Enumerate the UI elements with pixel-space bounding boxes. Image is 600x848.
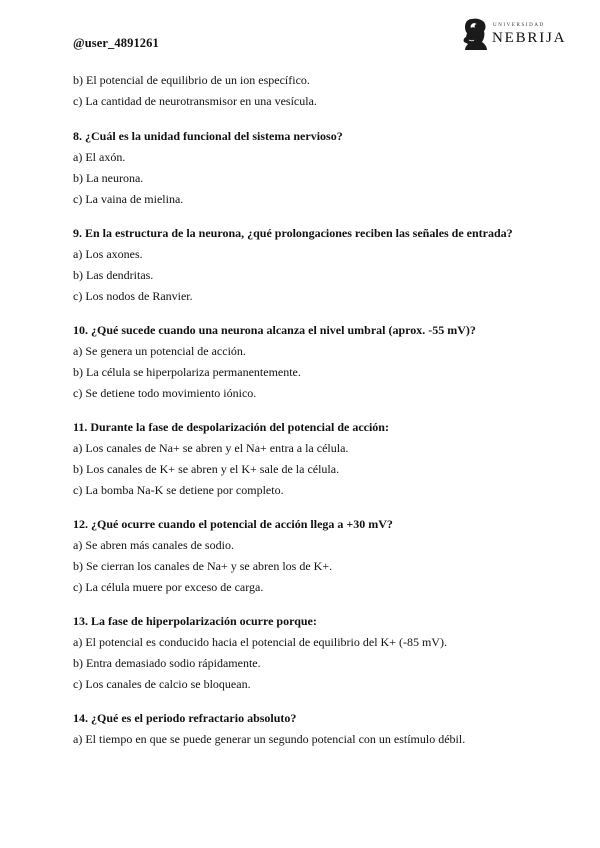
- option: b) El potencial de equilibrio de un ion específico.: [73, 73, 310, 87]
- option: a) Se genera un potencial de acción.: [73, 344, 246, 358]
- option: a) Los canales de Na+ se abren y el Na+ entra a la célula.: [73, 441, 349, 455]
- question-13: 13. La fase de hiperpolarización ocurre porque:: [73, 614, 317, 628]
- option: c) La vaina de mielina.: [73, 192, 184, 206]
- question-list: [73, 70, 543, 750]
- question-14: 14. ¿Qué es el periodo refractario absoluto?: [73, 711, 297, 725]
- option: b) Se cierran los canales de Na+ y se abren los de K+.: [73, 559, 333, 573]
- option: c) La célula muere por exceso de carga.: [73, 580, 264, 594]
- option: a) Se abren más canales de sodio.: [73, 538, 234, 552]
- option: c) La bomba Na-K se detiene por completo.: [73, 483, 284, 497]
- question-9: 9. En la estructura de la neurona, ¿qué prolongaciones reciben las señales de entrada?: [73, 226, 513, 240]
- bust-icon: [462, 17, 490, 51]
- question-8: 8. ¿Cuál es la unidad funcional del sistema nervioso?: [73, 129, 343, 143]
- logo-big-text: NEBRIJA: [492, 30, 567, 46]
- option: c) La cantidad de neurotransmisor en una vesícula.: [73, 94, 317, 108]
- option: a) Los axones.: [73, 247, 143, 261]
- option: c) Los canales de calcio se bloquean.: [73, 677, 251, 691]
- nebrija-logo: [462, 17, 567, 51]
- option: c) Los nodos de Ranvier.: [73, 289, 193, 303]
- option: b) La célula se hiperpolariza permanentemente.: [73, 365, 301, 379]
- logo-small-text: UNIVERSIDAD: [493, 23, 545, 28]
- question-12: 12. ¿Qué ocurre cuando el potencial de acción llega a +30 mV?: [73, 517, 393, 531]
- question-11: 11. Durante la fase de despolarización del potencial de acción:: [73, 420, 389, 434]
- option: a) El axón.: [73, 150, 126, 164]
- option: b) Entra demasiado sodio rápidamente.: [73, 656, 261, 670]
- option: b) La neurona.: [73, 171, 144, 185]
- option: a) El tiempo en que se puede generar un segundo potencial con un estímulo débil.: [73, 732, 466, 746]
- question-10: 10. ¿Qué sucede cuando una neurona alcanza el nivel umbral (aprox. -55 mV)?: [73, 323, 476, 337]
- option: b) Los canales de K+ se abren y el K+ sale de la célula.: [73, 462, 340, 476]
- username: @user_4891261: [73, 36, 159, 50]
- option: a) El potencial es conducido hacia el potencial de equilibrio del K+ (-85 mV).: [73, 635, 447, 649]
- option: c) Se detiene todo movimiento iónico.: [73, 386, 257, 400]
- option: b) Las dendritas.: [73, 268, 154, 282]
